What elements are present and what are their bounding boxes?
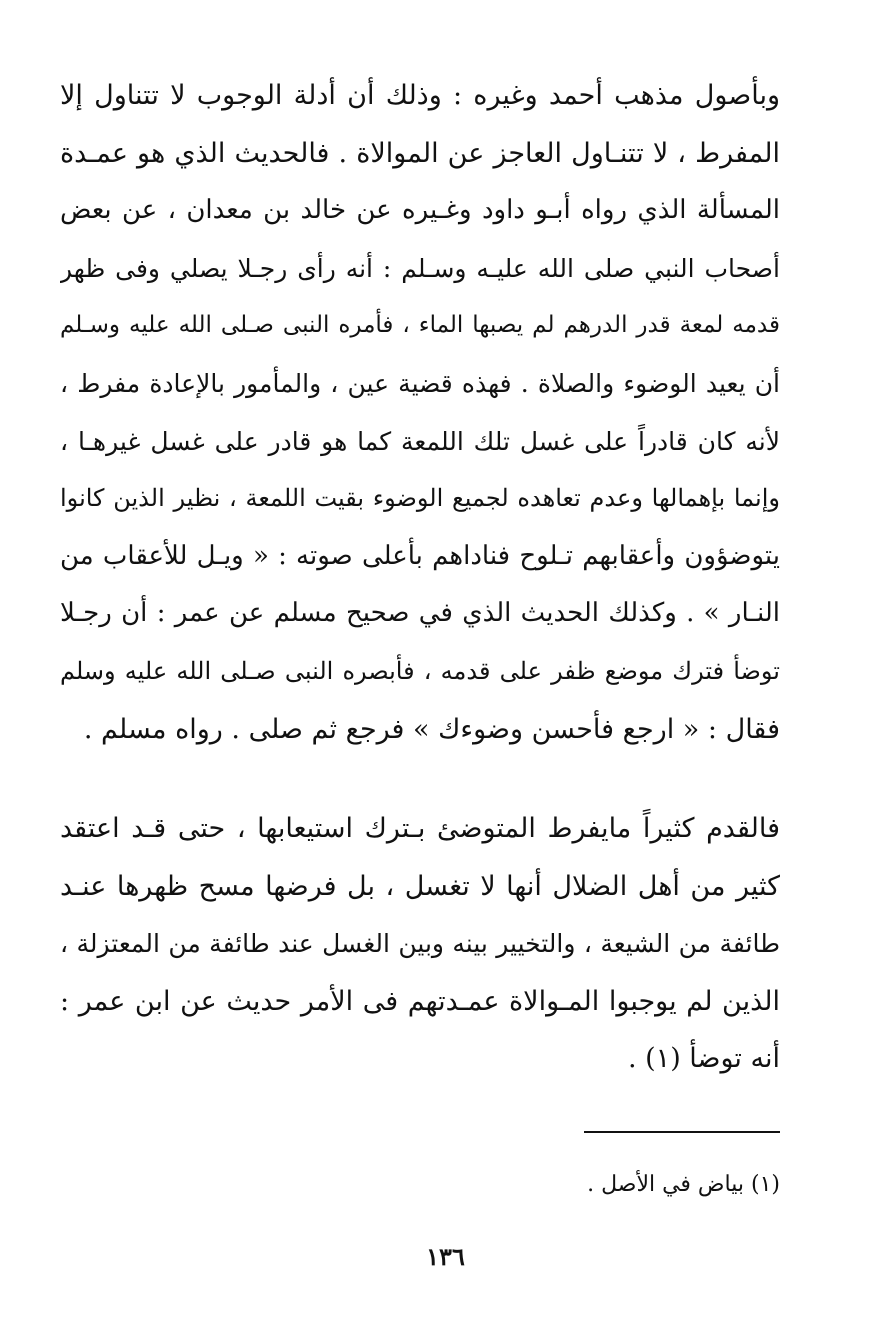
page-number: ١٣٦ xyxy=(426,1242,465,1271)
text-line: المفرط ، لا تتنـاول العاجز عن الموالاة . فالحديث الذي هو عمـدة xyxy=(60,137,780,169)
text-line: الذين لم يوجبوا المـوالاة عمـدتهم فى الأمر حديث عن ابن عمر : xyxy=(60,985,780,1017)
text-line: وإنما بإهمالها وعدم تعاهده لجميع الوضوء بقيت اللمعة ، نظير الذين كانوا xyxy=(60,484,780,513)
paragraph-2 xyxy=(60,800,780,1088)
text-line: أنه توضأ (١) . xyxy=(627,1043,780,1075)
text-line: فقال : « ارجع فأحسن وضوءك » فرجع ثم صلى . رواه مسلم . xyxy=(83,713,780,745)
text-line: قدمه لمعة قدر الدرهم لم يصبها الماء ، فأمره النبى صـلى الله عليه وسـلم xyxy=(60,312,780,339)
text-line: أن يعيد الوضوء والصلاة . فهذه قضية عين ، والمأمور بالإعادة مفرط ، xyxy=(60,368,780,398)
footnote-separator xyxy=(584,1131,780,1133)
text-line: يتوضؤون وأعقابهم تـلوح فناداهم بأعلى صوته : « ويـل للأعقاب من xyxy=(60,540,780,571)
text-line: فالقدم كثيراً مايفرط المتوضئ بـترك استيعابها ، حتى قـد اعتقد xyxy=(60,813,780,844)
text-line: توضأ فترك موضع ظفر على قدمه ، فأبصره النبى صـلى الله عليه وسلم xyxy=(60,656,780,685)
text-line: المسألة الذي رواه أبـو داود وغـيره عن خالد بن معدان ، عن بعض xyxy=(60,195,780,226)
footnote: (١) بياض في الأصل . xyxy=(587,1172,780,1197)
text-line: كثير من أهل الضلال أنها لا تغسل ، بل فرضها مسح ظهرها عنـد xyxy=(60,870,780,902)
text-line: طائفة من الشيعة ، والتخيير بينه وبين الغسل عند طائفة من المعتزلة ، xyxy=(60,929,780,959)
text-line: وبأصول مذهب أحمد وغيره : وذلك أن أدلة الوجوب لا تتناول إلا xyxy=(60,80,780,111)
text-line: أصحاب النبي صلى الله عليـه وسـلم : أنه رأى رجـلا يصلي وفى ظهر xyxy=(60,253,780,283)
text-line: النـار » . وكذلك الحديث الذي في صحيح مسلم عن عمر : أن رجـلا xyxy=(60,598,780,629)
paragraph-1 xyxy=(60,67,780,758)
text-line: لأنه كان قادراً على غسل تلك اللمعة كما هو قادر على غسل غيرهـا ، xyxy=(60,426,780,456)
